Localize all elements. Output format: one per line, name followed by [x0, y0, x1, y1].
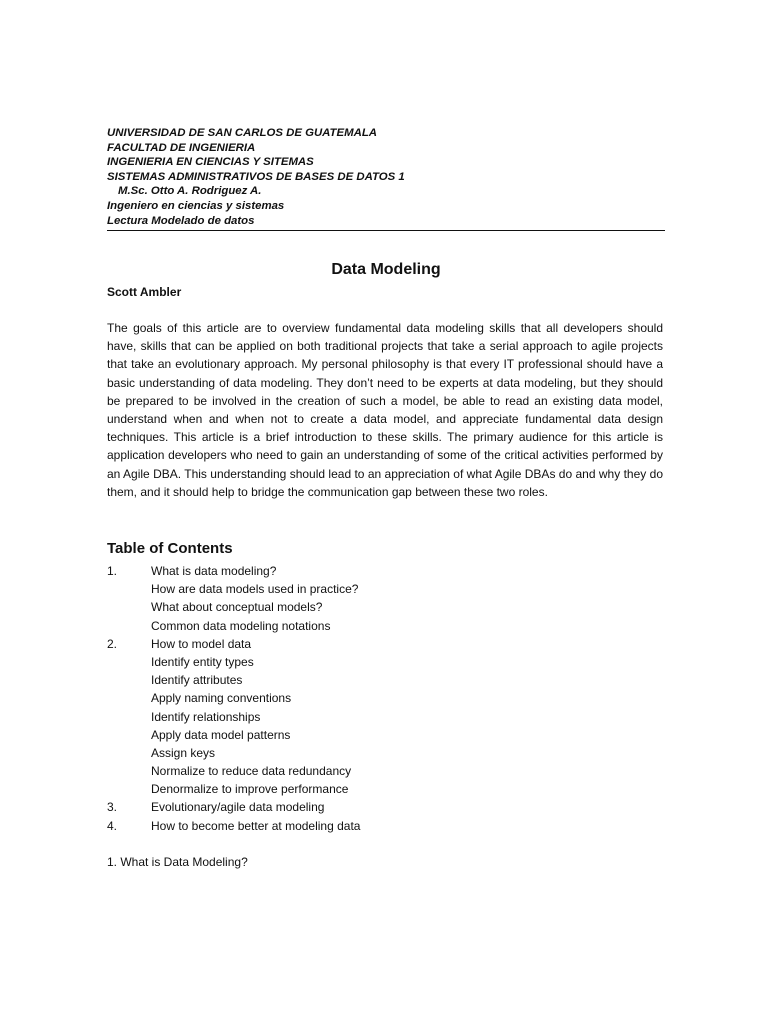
toc-item: [107, 653, 663, 671]
toc-item: [107, 617, 663, 635]
toc-item: [107, 598, 663, 616]
toc-item-text: Identify relationships: [151, 709, 261, 724]
toc-item-text: Evolutionary/agile data modeling: [151, 800, 325, 815]
toc-item: [107, 762, 663, 780]
institution-header: [107, 126, 665, 228]
toc-item: [107, 689, 663, 707]
toc-item-number: 1.: [107, 564, 118, 578]
section-heading: 1. What is Data Modeling?: [107, 855, 248, 869]
toc-item: [107, 780, 663, 798]
toc-item-number: 4.: [107, 818, 118, 833]
toc-item: [107, 708, 663, 726]
reading-label: Lectura Modelado de datos: [107, 214, 255, 227]
toc-item-number: 3.: [107, 800, 118, 815]
toc-item-text: Denormalize to improve performance: [151, 782, 349, 797]
toc-item-text: How to model data: [151, 636, 252, 651]
toc-item-text: What is data modeling?: [151, 564, 277, 578]
toc-item-text: What about conceptual models?: [151, 600, 323, 615]
toc-item-number: 2.: [107, 636, 118, 651]
toc-heading: Table of Contents: [107, 540, 233, 557]
toc-item-text: Identify entity types: [151, 654, 254, 669]
toc-item: [107, 817, 663, 835]
toc-item-text: Apply naming conventions: [151, 691, 292, 706]
toc-item: [107, 580, 663, 598]
intro-paragraph: The goals of this article are to overview fundamental data modeling skills that all developers should have, skills that can be applied on both traditional projects that take a serial approach to agile projects that take an evolutionary approach. My personal philosophy is that every IT professional should have a basic understanding of data modeling. They don’t need to be experts at data modeling, but they should be prepared to be involved in the creation of such a model, be able to read an existing data model, understand when and when not to create a data model, and appreciate fundamental data design techniques. This article is a brief introduction to these skills. The primary audience for this article is application developers who need to gain an understanding of some of the critical activities performed by an Agile DBA. This understanding should lead to an appreciation of what Agile DBAs do and why they do them, and it should help to bridge the communication gap between these two roles.: [107, 321, 663, 499]
document-title: Data Modeling: [331, 261, 441, 278]
toc-item: [107, 726, 663, 744]
toc-item-text: How to become better at modeling data: [151, 818, 361, 833]
toc-item: [107, 635, 663, 653]
faculty-name: FACULTAD DE INGENIERIA: [107, 141, 256, 154]
header-divider: [107, 230, 665, 231]
table-of-contents: [107, 562, 663, 835]
university-name: UNIVERSIDAD DE SAN CARLOS DE GUATEMALA: [107, 127, 378, 139]
instructor-name: M.Sc. Otto A. Rodriguez A.: [118, 185, 262, 198]
toc-item-text: Normalize to reduce data redundancy: [151, 764, 352, 779]
toc-item: [107, 744, 663, 762]
toc-item-text: Identify attributes: [151, 673, 243, 688]
toc-item: [107, 798, 663, 816]
toc-item-text: How are data models used in practice?: [151, 582, 359, 597]
instructor-title: Ingeniero en ciencias y sistemas: [107, 199, 285, 212]
course-name: SISTEMAS ADMINISTRATIVOS DE BASES DE DATOS 1: [107, 170, 405, 183]
program-name: INGENIERIA EN CIENCIAS Y SITEMAS: [107, 156, 314, 169]
toc-item: [107, 562, 663, 580]
toc-item-text: Apply data model patterns: [151, 727, 291, 742]
toc-item-text: Common data modeling notations: [151, 618, 331, 633]
toc-item-text: Assign keys: [151, 745, 216, 760]
author-name: Scott Ambler: [107, 285, 182, 299]
toc-item: [107, 671, 663, 689]
